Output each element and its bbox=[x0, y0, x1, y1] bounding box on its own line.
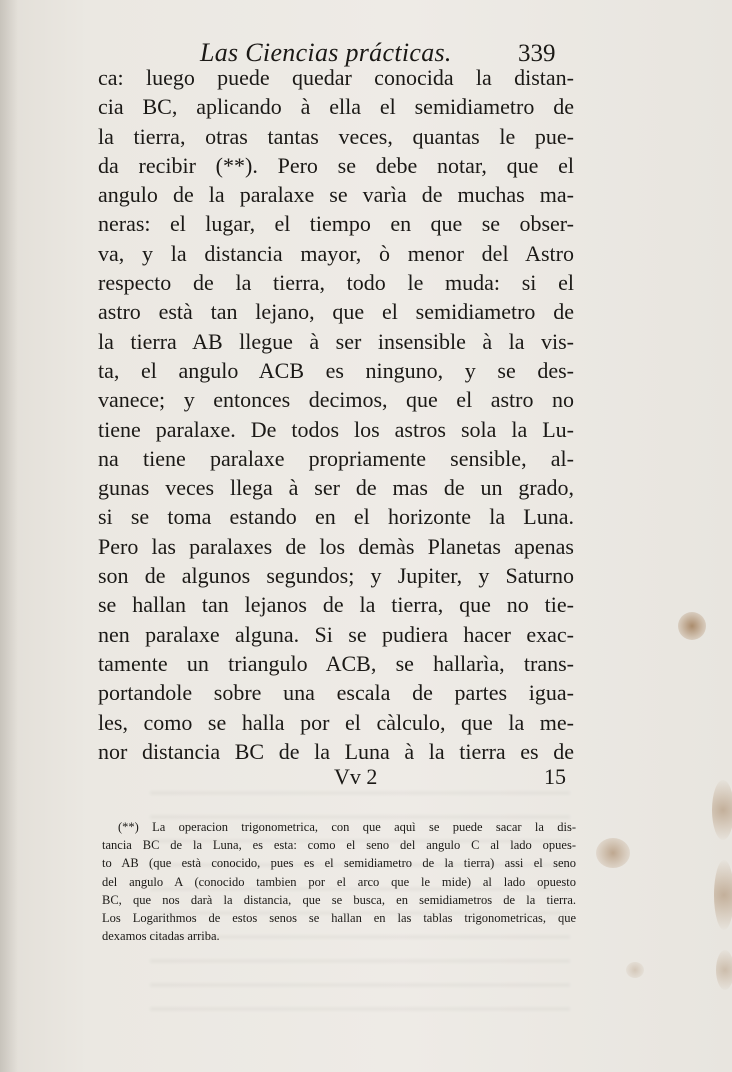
text-line: ta, el angulo ACB es ninguno, y se des- bbox=[98, 357, 574, 383]
main-text bbox=[98, 63, 574, 766]
text-line: gunas veces llega à ser de mas de un grado, bbox=[98, 475, 574, 501]
foxing-stain bbox=[678, 612, 706, 640]
text-line: tamente un triangulo ACB, se hallarìa, trans- bbox=[98, 650, 574, 676]
text-line: tiene paralaxe. De todos los astros sola la Lu- bbox=[98, 416, 574, 442]
footnote-line: (**) La operacion trigonometrica, con que aquì se puede sacar la dis- bbox=[118, 820, 576, 834]
foxing-stain bbox=[712, 780, 732, 840]
footnote-line: Los Logarithmos de estos senos se hallan en las tablas trigonometricas, que bbox=[102, 910, 576, 925]
foxing-stain bbox=[716, 950, 732, 990]
foxing-stain bbox=[626, 962, 644, 978]
footnote bbox=[102, 818, 576, 945]
text-line: portandole sobre una escala de partes igua- bbox=[98, 680, 574, 706]
footnote-line: BC, que nos darà la distancia, que se busca, en semidiametros de la tierra. bbox=[102, 892, 576, 907]
text-line: vanece; y entonces decimos, que el astro no bbox=[98, 387, 574, 413]
page-number: 339 bbox=[518, 40, 556, 67]
footnote-line: del angulo A (conocido tambien por el arco que le mide) al lado opuesto bbox=[102, 874, 576, 889]
text-line: cia BC, aplicando à ella el semidiametro de bbox=[98, 94, 574, 120]
text-line: astro està tan lejano, que el semidiametro de bbox=[98, 299, 574, 325]
text-line: si se toma estando en el horizonte la Luna. bbox=[98, 504, 574, 530]
text-line: nor distancia BC de la Luna à la tierra es de bbox=[98, 738, 574, 764]
foxing-stain bbox=[714, 860, 732, 930]
text-line: na tiene paralaxe propriamente sensible, al- bbox=[98, 445, 574, 471]
text-line: da recibir (**). Pero se debe notar, que el bbox=[98, 152, 574, 178]
text-line: la tierra AB llegue à ser insensible à la vis- bbox=[98, 328, 574, 354]
text-line: neras: el lugar, el tiempo en que se obser- bbox=[98, 211, 574, 237]
running-title: Las Ciencias prácticas. bbox=[200, 38, 452, 67]
foxing-stain bbox=[596, 838, 630, 868]
text-line: angulo de la paralaxe se varìa de muchas ma- bbox=[98, 182, 574, 208]
footnote-line: dexamos citadas arriba. bbox=[102, 929, 220, 944]
footnote-line: tancia BC de la Luna, es esta: como el seno del angulo C al lado opues- bbox=[102, 838, 576, 853]
text-line: les, como se halla por el càlculo, que la me- bbox=[98, 709, 574, 735]
text-line: respecto de la tierra, todo le muda: si el bbox=[98, 270, 574, 296]
text-line: ca: luego puede quedar conocida la distan- bbox=[98, 65, 574, 90]
signature-mark: Vv 2 bbox=[334, 764, 378, 789]
gutter-shadow bbox=[0, 0, 18, 1072]
text-line: nen paralaxe alguna. Si se pudiera hacer exac- bbox=[98, 621, 574, 647]
catchword: 15 bbox=[544, 764, 566, 789]
footnote-line: to AB (que està conocido, pues es el semidiametro de la tierra) assi el seno bbox=[102, 856, 576, 871]
text-line: Pero las paralaxes de los demàs Planetas apenas bbox=[98, 533, 574, 559]
text-line: va, y la distancia mayor, ò menor del Astro bbox=[98, 240, 574, 266]
text-line: son de algunos segundos; y Jupiter, y Saturno bbox=[98, 563, 574, 589]
text-line: la tierra, otras tantas veces, quantas le pue- bbox=[98, 123, 574, 149]
signature-line bbox=[98, 764, 574, 794]
text-line: se hallan tan lejanos de la tierra, que no tie- bbox=[98, 592, 574, 618]
